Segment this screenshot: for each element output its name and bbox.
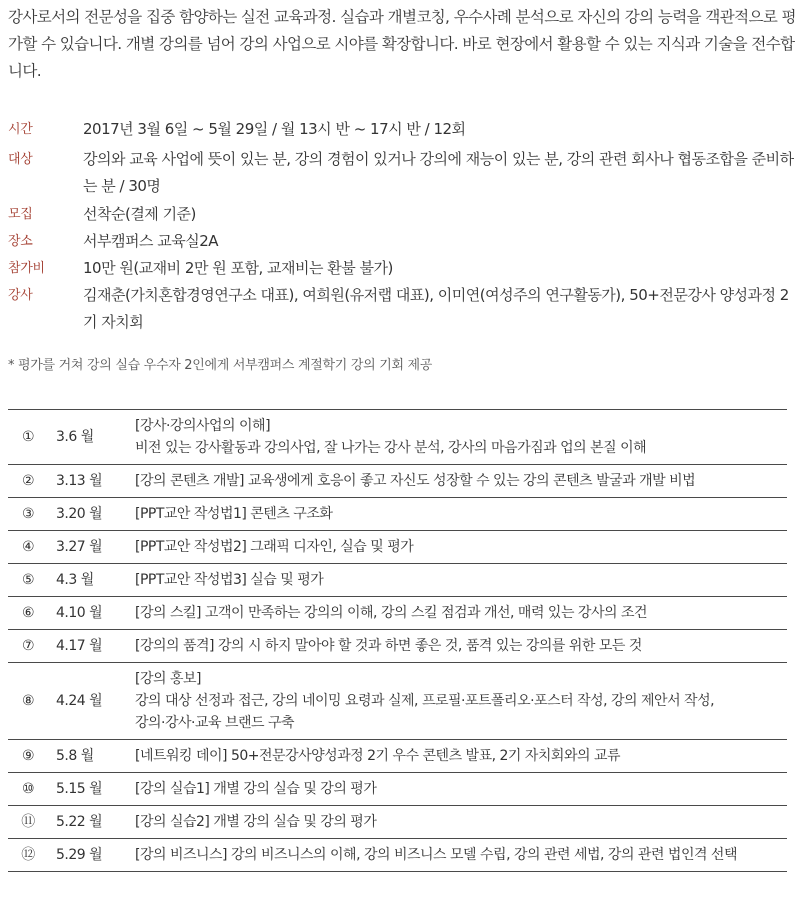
description-line: [PPT교안 작성법2] 그래픽 디자인, 실습 및 평가 (135, 539, 414, 555)
session-date: 3.20 월 (56, 506, 103, 522)
session-number: ② (21, 473, 35, 489)
description-line: 비전 있는 강사활동과 강의사업, 잘 나가는 강사 분석, 강사의 마음가짐과 업의 본질 이해 (135, 440, 647, 456)
session-description (131, 839, 787, 872)
session-date: 3.6 월 (56, 429, 94, 445)
info-label: 강사 (8, 288, 33, 303)
session-date: 4.17 월 (56, 638, 103, 654)
table-row (8, 663, 787, 740)
description-line: [강의 실습1] 개별 강의 실습 및 강의 평가 (135, 781, 377, 797)
info-value: 강의와 교육 사업에 뜻이 있는 분, 강의 경험이 있거나 강의에 재능이 있는 분, 강의 관련 회사나 협동조합을 준비하는 분 / 30명 (83, 150, 794, 195)
session-description (131, 498, 787, 531)
description-line: [강의 실습2] 개별 강의 실습 및 강의 평가 (135, 814, 377, 830)
info-value: 서부캠퍼스 교육실2A (83, 232, 218, 250)
info-value: 선착순(결제 기준) (83, 205, 196, 223)
description-line: [강의의 품격] 강의 시 하지 말아야 할 것과 하면 좋은 것, 품격 있는 강의를 위한 모든 것 (135, 638, 642, 654)
info-value: 2017년 3월 6일 ~ 5월 29일 / 월 13시 반 ~ 17시 반 / 12회 (83, 120, 466, 138)
description-line: [강의 홍보] (135, 671, 201, 687)
intro-paragraph: 강사로서의 전문성을 집중 함양하는 실전 교육과정. 실습과 개별코칭, 우수사례 분석으로 자신의 강의 능력을 객관적으로 평가할 수 있습니다. 개별 강의를 넘어 강의 사업으로 시야를 확장합니다. 바로 현장에서 활용할 수 있는 지식과 기술을 전수합니다. (8, 8, 796, 80)
description-line: [강의 스킬] 고객이 만족하는 강의의 이해, 강의 스킬 점검과 개선, 매력 있는 강사의 조건 (135, 605, 647, 621)
session-description (131, 740, 787, 773)
session-date: 5.15 월 (56, 781, 103, 797)
session-number: ① (21, 429, 35, 445)
info-label: 장소 (8, 234, 33, 249)
table-row (8, 773, 787, 806)
session-number: ⑦ (21, 638, 35, 654)
description-line: [네트워킹 데이] 50+전문강사양성과정 2기 우수 콘텐츠 발표, 2기 자치회와의 교류 (135, 748, 621, 764)
info-row-fee (8, 255, 798, 282)
session-date: 5.22 월 (56, 814, 103, 830)
session-description (131, 630, 787, 663)
session-description (131, 465, 787, 498)
description-line: 강의·강사·교육 브랜드 구축 (135, 715, 295, 731)
session-number: ③ (21, 506, 35, 522)
info-row-recruit (8, 201, 798, 228)
footnote: * 평가를 거쳐 강의 실습 우수자 2인에게 서부캠퍼스 계절학기 강의 기회 제공 (8, 358, 433, 373)
table-row (8, 597, 787, 630)
info-row-target (8, 146, 798, 200)
description-line: 강의 대상 선정과 접근, 강의 네이밍 요령과 실제, 프로필·포트폴리오·포스터 작성, 강의 제안서 작성, (135, 693, 715, 709)
session-date: 5.8 월 (56, 748, 94, 764)
session-description (131, 410, 787, 465)
info-value: 김재춘(가치혼합경영연구소 대표), 여희원(유저랩 대표), 이미연(여성주의 연구활동가), 50+전문강사 양성과정 2기 자치회 (83, 286, 789, 331)
info-label: 대상 (8, 152, 33, 167)
session-number: ⑩ (21, 781, 35, 797)
session-description (131, 806, 787, 839)
table-row (8, 630, 787, 663)
session-number: ⑨ (21, 748, 35, 764)
session-date: 5.29 월 (56, 847, 103, 863)
session-date: 4.24 월 (56, 693, 103, 709)
description-line: [강의 비즈니스] 강의 비즈니스의 이해, 강의 비즈니스 모델 수립, 강의 관련 세법, 강의 관련 법인격 선택 (135, 847, 737, 863)
info-label: 모집 (8, 207, 33, 222)
description-line: [PPT교안 작성법3] 실습 및 평가 (135, 572, 324, 588)
info-row-instructor (8, 282, 798, 336)
session-number: ⑫ (21, 847, 35, 863)
session-description (131, 531, 787, 564)
session-number: ⑧ (21, 693, 35, 709)
session-description (131, 564, 787, 597)
table-row (8, 740, 787, 773)
description-line: [PPT교안 작성법1] 콘텐츠 구조화 (135, 506, 333, 522)
table-row (8, 564, 787, 597)
info-row-time (8, 116, 798, 143)
table-row (8, 465, 787, 498)
info-label: 참가비 (8, 261, 45, 276)
session-date: 3.13 월 (56, 473, 103, 489)
table-row (8, 531, 787, 564)
session-date: 3.27 월 (56, 539, 103, 555)
session-description (131, 597, 787, 630)
session-number: ⑪ (21, 814, 35, 830)
session-description (131, 773, 787, 806)
table-row (8, 410, 787, 465)
session-number: ⑥ (21, 605, 35, 621)
session-date: 4.3 월 (56, 572, 94, 588)
session-number: ⑤ (21, 572, 35, 588)
description-line: [강사·강의사업의 이해] (135, 418, 271, 434)
table-row (8, 498, 787, 531)
session-description (131, 663, 787, 740)
description-line: [강의 콘텐츠 개발] 교육생에게 호응이 좋고 자신도 성장할 수 있는 강의 콘텐츠 발굴과 개발 비법 (135, 473, 696, 489)
table-row (8, 806, 787, 839)
session-date: 4.10 월 (56, 605, 103, 621)
info-row-place (8, 228, 798, 255)
table-row (8, 839, 787, 872)
course-info (8, 116, 798, 336)
schedule-table (8, 409, 787, 872)
info-value: 10만 원(교재비 2만 원 포함, 교재비는 환불 불가) (83, 259, 393, 277)
session-number: ④ (21, 539, 35, 555)
info-label: 시간 (8, 122, 33, 137)
